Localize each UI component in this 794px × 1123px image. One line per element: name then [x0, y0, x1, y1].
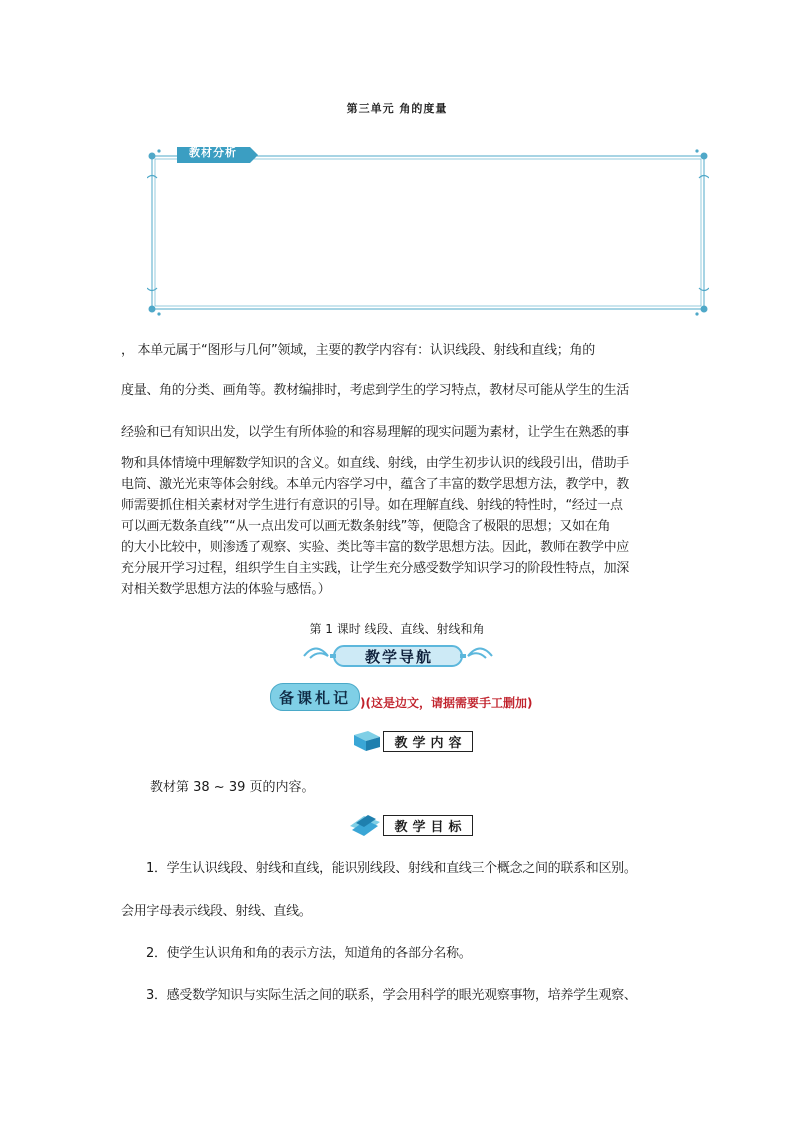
- analysis-line: 充分展开学习过程，组织学生自主实践，让学生充分感受数学知识学习的阶段性特点，加深: [121, 561, 630, 576]
- analysis-line: 师需要抓住相关素材对学生进行有意识的引导。如在理解直线、射线的特性时，“经过一点: [121, 498, 623, 513]
- teaching-objectives-heading: 教学目标: [383, 815, 473, 836]
- teaching-nav-label: 教学导航: [364, 648, 433, 666]
- analysis-tab-label: 教材分析: [189, 146, 237, 159]
- book-stack-icon: [348, 812, 382, 836]
- analysis-line: 的大小比较中，则渗透了观察、实验、类比等丰富的数学思想方法。因此，教师在教学中应: [121, 540, 630, 555]
- objective-line: 会用字母表示线段、射线、直线。: [121, 904, 312, 919]
- analysis-line: 对相关数学思想方法的体验与感悟。）: [121, 582, 331, 597]
- analysis-line: 电筒、激光光束等体会射线。本单元内容学习中，蕴含了丰富的数学思想方法，教学中，教: [121, 477, 630, 492]
- analysis-frame: [147, 143, 709, 321]
- teaching-content-text: 教材第 38 ~ 39 页的内容。: [150, 780, 315, 795]
- lesson-notes-hint: )(这是边文，请据需要手工删加): [360, 696, 533, 710]
- objective-line: 3．感受数学知识与实际生活之间的联系，学会用科学的眼光观察事物，培养学生观察、: [146, 988, 637, 1003]
- teaching-content-heading: 教学内容: [383, 731, 473, 752]
- book-icon: [352, 729, 382, 753]
- analysis-line: 度量、角的分类、画角等。教材编排时，考虑到学生的学习特点，教材尽可能从学生的生活: [121, 383, 630, 398]
- lesson-title: 第 1 课时 线段、直线、射线和角: [309, 622, 485, 636]
- objective-line: 1．学生认识线段、射线和直线，能识别线段、射线和直线三个概念之间的联系和区别。: [146, 861, 637, 876]
- analysis-line: 经验和已有知识出发，以学生有所体验的和容易理解的现实问题为素材，让学生在熟悉的事: [121, 425, 630, 440]
- analysis-line: 物和具体情境中理解数学知识的含义。如直线、射线，由学生初步认识的线段引出，借助手: [121, 456, 630, 471]
- analysis-line: 可以画无数条直线”“从一点出发可以画无数条射线”等，便隐含了极限的思想；又如在角: [121, 519, 611, 534]
- objective-line: 2．使学生认识角和角的表示方法，知道角的各部分名称。: [146, 946, 472, 961]
- lesson-notes-badge: 备课札记: [270, 683, 360, 711]
- page-header: 第三单元 角的度量: [346, 102, 448, 115]
- analysis-line: ， 本单元属于“图形与几何”领域，主要的教学内容有：认识线段、射线和直线；角的: [121, 343, 595, 358]
